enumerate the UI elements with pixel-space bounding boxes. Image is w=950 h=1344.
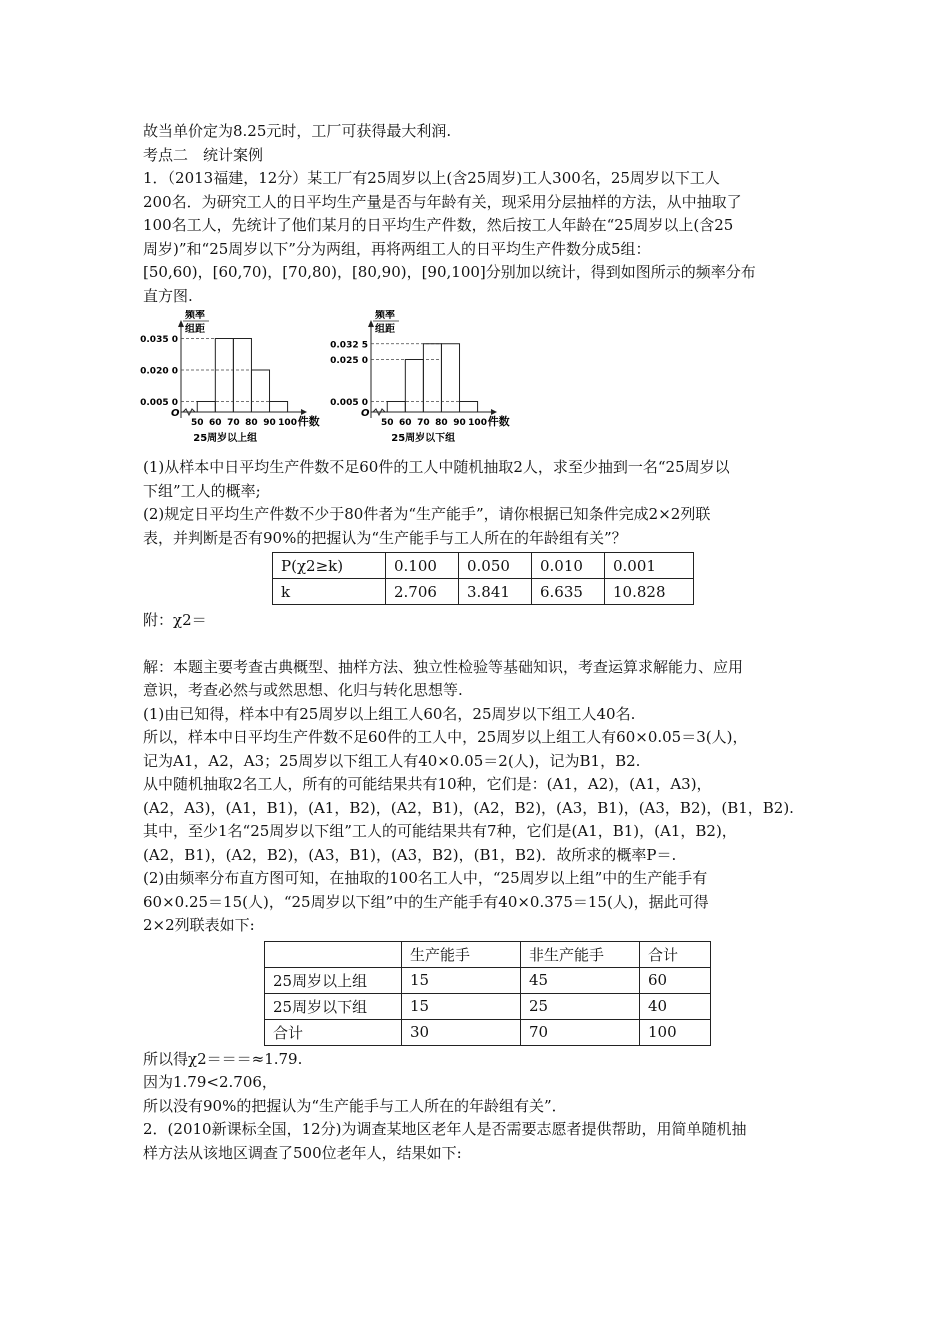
table-row [273,579,694,605]
table-cell: 0.100 [386,553,459,579]
text-line: [50,60)，[60,70)，[70,80)，[80,90)，[90,100]分别加以统计，得到如图所示的频率分布 [143,263,756,281]
conclusion-text [143,1048,823,1166]
histogram-bar [270,402,288,413]
text-line: 2×2列联表如下: [143,916,255,934]
document-page [140,120,823,1165]
chart-title: 25周岁以下组 [391,433,456,444]
appendix-formula: 附：χ2＝ [143,611,207,629]
table-cell: 25 [521,993,640,1019]
text-line: (1)从样本中日平均生产件数不足60件的工人中随机抽取2人，求至少抽到一名“25周岁以 [143,458,730,476]
y-axis-label-bottom: 组距 [185,324,205,335]
text-line: 表，并判断是否有90%的把握认为“生产能手与工人所在的年龄组有关”？ [143,528,627,547]
x-tick-label: 90 [453,418,466,428]
table-cell: 100 [640,1019,711,1045]
text-line: 所以得χ2＝＝＝≈1.79. [143,1049,303,1068]
table-cell: 30 [402,1019,521,1045]
table-cell: 15 [402,993,521,1019]
text-line: 解：本题主要考查古典概型、抽样方法、独立性检验等基础知识，考查运算求解能力、应用 [143,657,744,676]
x-axis-label: 件数 [297,415,320,428]
text-line: 记为A1，A2，A3；25周岁以下组工人有40×0.05＝2(人)，记为B1，B2. [143,751,641,770]
table-header-row [265,941,711,967]
text-line: 从中随机抽取2名工人，所有的可能结果共有10种，它们是：(A1，A2)，(A1，A3)， [143,775,712,793]
table-cell: 6.635 [532,579,605,605]
histogram-bar [460,402,478,413]
text-line: 100名工人，先统计了他们某月的日平均生产件数，然后按工人年龄在“25周岁以上(含25 [143,216,734,234]
y-axis-label-top: 频率 [375,310,395,321]
histogram-bar [215,339,233,413]
x-tick-label: 100 [468,418,487,428]
origin-label: O [171,408,180,419]
text-line: 200名．为研究工人的日平均生产量是否与年龄有关，现采用分层抽样的方法，从中抽取了 [143,192,742,211]
table-row [265,967,711,993]
table-cell: 15 [402,967,521,993]
text-line: 因为1.79<2.706， [143,1073,277,1091]
text-line: 下组”工人的概率; [143,481,261,500]
table-cell: 25周岁以下组 [265,993,402,1019]
histogram-under-25-svg [321,310,521,450]
table-cell: 合计 [265,1019,402,1045]
table-cell: 40 [640,993,711,1019]
x-tick-label: 60 [399,418,412,428]
text-line: (2)由频率分布直方图可知，在抽取的100名工人中，“25周岁以上组”中的生产能手有 [143,869,708,887]
table-header-cell [265,941,402,967]
text-line: 1．（2013福建，12分）某工厂有25周岁以上(含25周岁)工人300名，25周岁以下工人 [143,169,720,187]
text-line: 2．(2010新课标全国，12分)为调查某地区老年人是否需要志愿者提供帮助，用简单随机抽 [143,1120,747,1138]
histogram-over-25 [135,310,325,454]
y-tick-label: 0.005 0 [140,398,178,408]
histogram-under-25 [321,310,521,454]
critical-value-table [272,552,694,605]
table-cell: 70 [521,1019,640,1045]
question-text [143,456,823,550]
table-row [273,553,694,579]
x-tick-label: 80 [245,418,258,428]
table-cell: 45 [521,967,640,993]
text-line: 意识，考查必然与或然思想、化归与转化思想等. [143,681,463,699]
solution-text [143,656,823,938]
y-tick-label: 0.020 0 [140,366,178,377]
table-cell: 10.828 [605,579,694,605]
table-cell: 60 [640,967,711,993]
contingency-table [264,941,711,1046]
x-tick-label: 90 [263,418,276,428]
y-axis-label-bottom: 组距 [375,324,395,335]
y-tick-label: 0.032 5 [330,340,368,351]
text-line: 样方法从该地区调查了500位老年人，结果如下: [143,1143,462,1162]
x-tick-label: 100 [278,418,297,428]
histogram-over-25-svg [135,310,325,450]
intro-text [143,120,823,308]
text-line: (1)由已知得，样本中有25周岁以上组工人60名，25周岁以下组工人40名. [143,704,636,723]
table-cell: 0.050 [459,553,532,579]
table-row [265,1019,711,1045]
text-line: (A2，B1)，(A2，B2)，(A3，B1)，(A3，B2)，(B1，B2)．故所求的概率P＝. [143,845,677,864]
formula-gap [143,633,823,656]
table-header-cell: 生产能手 [402,941,521,967]
x-tick-label: 60 [209,418,222,428]
x-tick-label: 50 [380,418,394,428]
text-line: 周岁)”和“25周岁以下”分为两组，再将两组工人的日平均生产件数分成5组： [143,239,651,258]
y-axis-label-top: 频率 [185,310,205,321]
histogram-bar [233,339,251,413]
text-line: 故当单价定为8.25元时，工厂可获得最大利润. [143,122,452,140]
table-cell: 2.706 [386,579,459,605]
text-line: 所以没有90%的把握认为“生产能手与工人所在的年龄组有关”． [143,1096,567,1115]
text-line: 所以，样本中日平均生产件数不足60件的工人中，25周岁以上组工人有60×0.05＝3(人)， [143,728,748,746]
table-cell: 0.010 [532,553,605,579]
table-cell: 3.841 [459,579,532,605]
table-cell: 25周岁以上组 [265,967,402,993]
x-tick-label: 50 [190,418,204,428]
table-header-cell: 合计 [640,941,711,967]
histogram-bar [405,360,423,413]
text-line: (A2，A3)，(A1，B1)，(A1，B2)，(A2，B1)，(A2，B2)，(A3，B1)，(A3，B2)，(B1，B2). [143,798,794,817]
text-line: (2)规定日平均生产件数不少于80件者为“生产能手”，请你根据已知条件完成2×2列联 [143,505,711,523]
y-tick-label: 0.035 0 [140,335,178,345]
x-axis-label: 件数 [487,415,510,428]
x-tick-label: 70 [417,418,430,428]
table-row [265,993,711,1019]
table-cell: 0.001 [605,553,694,579]
chart-title: 25周岁以上组 [193,433,258,444]
histogram-bar [251,370,269,412]
x-tick-label: 80 [435,418,448,428]
table-cell: k [273,579,386,605]
section-heading: 考点二 统计案例 [143,145,264,164]
histogram-figures [140,310,823,450]
histogram-bar [197,402,215,413]
table-cell: P(χ2≥k) [273,553,386,579]
text-line: 其中，至少1名“25周岁以下组”工人的可能结果共有7种，它们是(A1，B1)，(A1，B2)， [143,822,737,840]
x-tick-label: 70 [227,418,240,428]
histogram-bar [387,402,405,413]
y-tick-label: 0.025 0 [330,356,368,366]
table-header-cell: 非生产能手 [521,941,640,967]
text-line: 直方图. [143,286,193,305]
y-tick-label: 0.005 0 [330,398,368,408]
text-line: 60×0.25＝15(人)，“25周岁以下组”中的生产能手有40×0.375＝15(人)，据此可得 [143,892,709,911]
origin-label: O [361,408,370,419]
